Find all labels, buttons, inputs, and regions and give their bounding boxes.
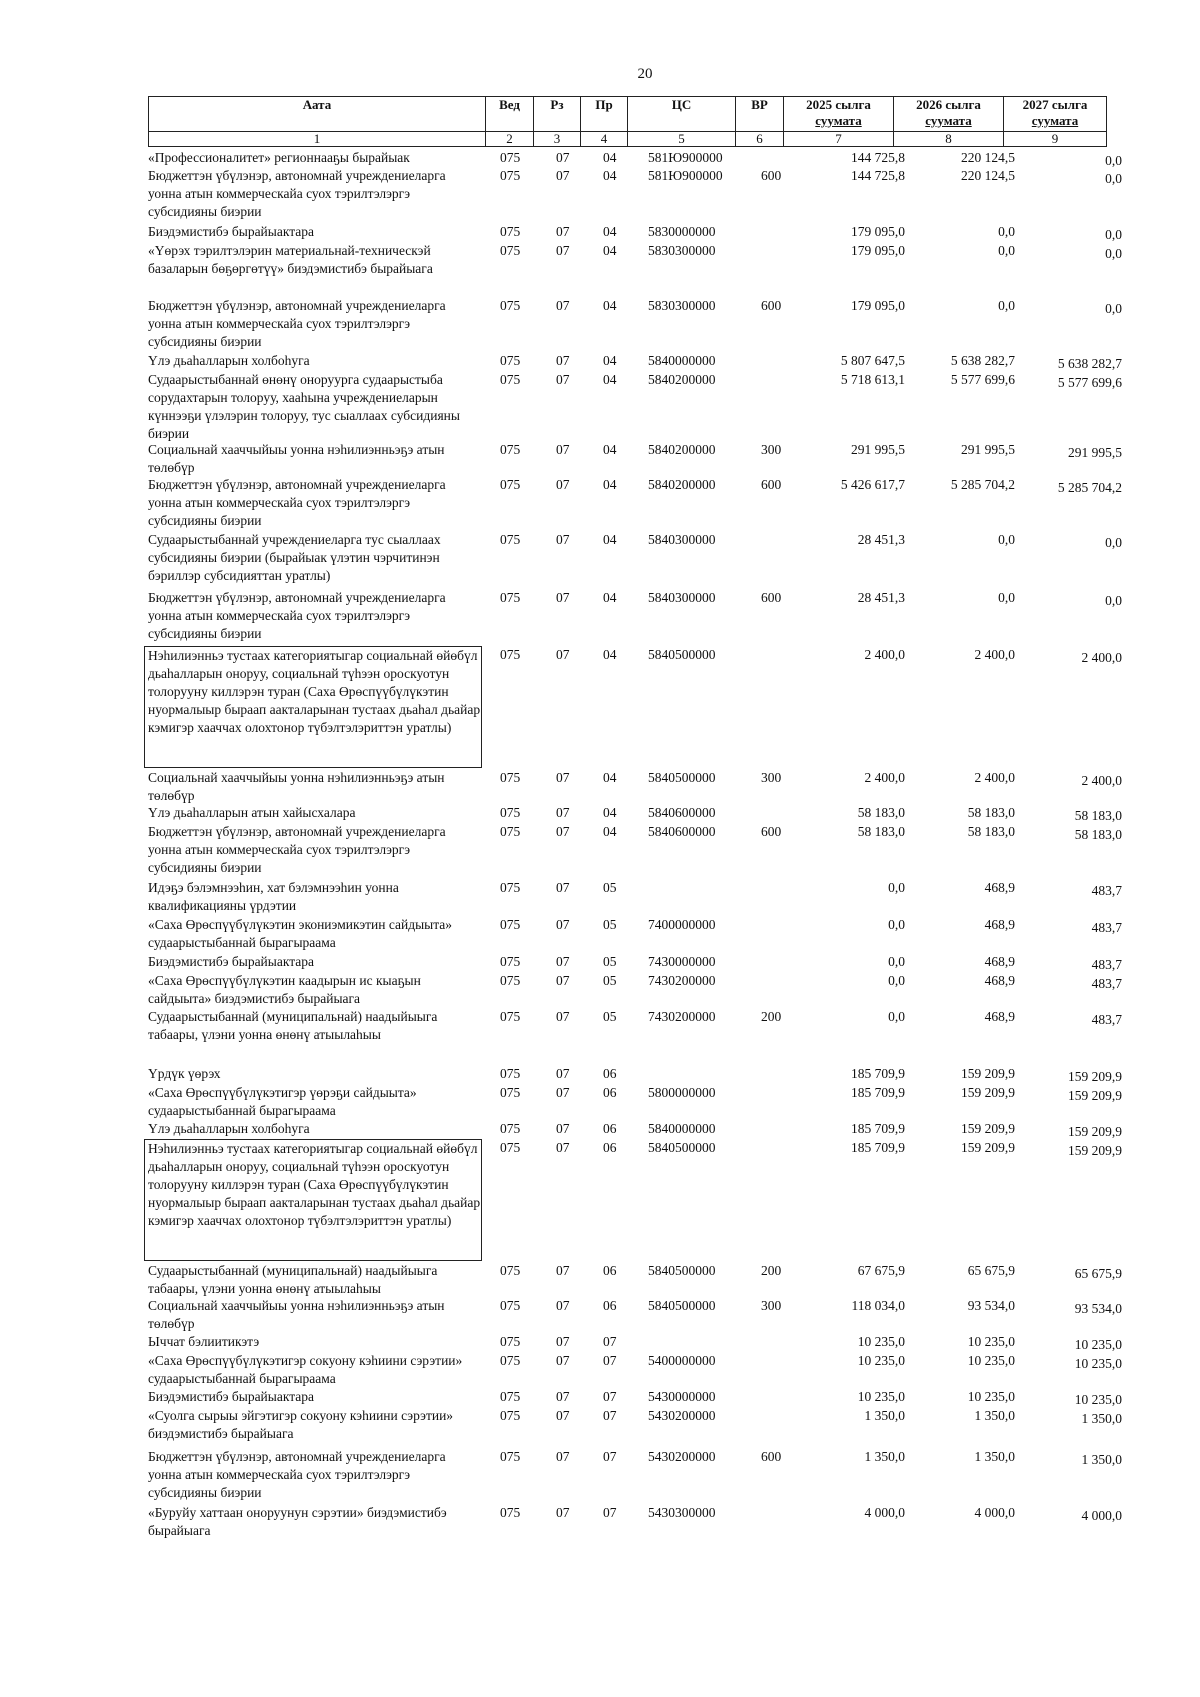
row-sum-2026: 10 235,0 (967, 1389, 1015, 1404)
row-sum-2026: 159 209,9 (961, 1121, 1015, 1136)
row-name: Социальнай хааччыйыы уонна нэһилиэнньэҕэ атын төлөбүр (148, 1298, 445, 1331)
row-ved: 075 (500, 1263, 521, 1278)
header-col-number: 8 (894, 132, 1004, 147)
row-sum-2026: 5 638 282,7 (950, 353, 1015, 368)
row-pr: 05 (603, 954, 617, 969)
row-sum-2026: 0,0 (998, 298, 1015, 313)
row-rz: 07 (556, 973, 570, 988)
row-rz: 07 (556, 1140, 570, 1155)
row-pr: 05 (603, 917, 617, 932)
row-sum-2027: 1 350,0 (1081, 1452, 1122, 1467)
row-sum-2025: 118 034,0 (851, 1298, 905, 1313)
row-sum-2027: 10 235,0 (1074, 1392, 1122, 1407)
row-sum-2027: 483,7 (1091, 1012, 1122, 1027)
row-sum-2025: 10 235,0 (857, 1334, 905, 1349)
row-name: Үлэ дьаһалларын холбоһуга (148, 353, 310, 368)
header-col-number: 1 (149, 132, 486, 147)
row-sum-2026: 65 675,9 (967, 1263, 1015, 1278)
row-rz: 07 (556, 1066, 570, 1081)
row-sum-2027: 58 183,0 (1074, 808, 1122, 823)
row-ved: 075 (500, 168, 521, 183)
row-sum-2026: 468,9 (984, 954, 1015, 969)
row-name: Бюджеттэн үбүлэнэр, автономнай учреждениеларга уонна атын коммерческайа суох тэрилтэлэргэ субсидияны биэрии (148, 824, 446, 875)
row-sum-2027: 1 350,0 (1081, 1411, 1122, 1426)
row-name: Идэҕэ бэлэмнээһин, хат бэлэмнээһин уонна квалификацияны үрдэтии (148, 880, 399, 913)
row-cs: 5840600000 (648, 805, 716, 820)
row-ved: 075 (500, 590, 521, 605)
row-ved: 075 (500, 224, 521, 239)
row-cs: 7430200000 (648, 973, 716, 988)
row-name: «Үөрэх тэрилтэлэрин материальнай-техническэй базаларын бөҕөргөтүү» биэдэмистибэ бырайыага (148, 243, 433, 276)
row-sum-2026: 0,0 (998, 243, 1015, 258)
row-sum-2027: 0,0 (1105, 593, 1122, 608)
row-pr: 04 (603, 353, 617, 368)
row-rz: 07 (556, 532, 570, 547)
row-pr: 07 (603, 1505, 617, 1520)
row-ved: 075 (500, 442, 521, 457)
header-2027-sum: суумата (1031, 113, 1079, 128)
row-name: «Буруйу хаттаан оноруунун сэрэтии» биэдэмистибэ бырайыага (148, 1505, 447, 1538)
row-rz: 07 (556, 224, 570, 239)
row-rz: 07 (556, 824, 570, 839)
row-name: «Саха Өрөспүүбүлүкэтигэр сокуону кэһиини сэрэтии» судаарыстыбаннай бырагыраама (148, 1353, 463, 1386)
header-col-number: 5 (628, 132, 736, 147)
row-rz: 07 (556, 917, 570, 932)
row-ved: 075 (500, 954, 521, 969)
row-sum-2026: 10 235,0 (967, 1334, 1015, 1349)
row-cs: 5430000000 (648, 1389, 716, 1404)
row-pr: 04 (603, 770, 617, 785)
row-ved: 075 (500, 647, 521, 662)
row-name: Үрдүк үөрэх (148, 1066, 221, 1081)
row-ved: 075 (500, 1140, 521, 1155)
row-cs: 5800000000 (648, 1085, 716, 1100)
row-rz: 07 (556, 1505, 570, 1520)
row-ved: 075 (500, 372, 521, 387)
row-sum-2026: 4 000,0 (974, 1505, 1015, 1520)
header-pr: Пр (581, 97, 628, 132)
row-sum-2027: 10 235,0 (1074, 1356, 1122, 1371)
row-name: Нэһилиэнньэ тустаах категориятыгар социальнай өйөбүл дьаһалларын оноруу, социальнай түһээн ороскуотун толорууну киллэрэн туран (Саха Өрөспүүбүлүкэтин нуормалыыр быраап аакталарынан тустаах дьаһал дьайар кэмигэр хааччах олохтонор түбэлтэлэриттэн уратлы) (144, 1139, 482, 1261)
row-sum-2025: 67 675,9 (857, 1263, 905, 1278)
row-pr: 06 (603, 1121, 617, 1136)
row-name: Ыччат бэлиитикэтэ (148, 1334, 260, 1349)
row-ved: 075 (500, 1505, 521, 1520)
row-pr: 06 (603, 1066, 617, 1081)
row-cs: 5840500000 (648, 1263, 716, 1278)
row-rz: 07 (556, 298, 570, 313)
header-2027 (1004, 97, 1107, 132)
row-sum-2025: 185 709,9 (851, 1121, 905, 1136)
row-name: «Саха Өрөспүүбүлүкэтин экониэмикэтин сайдыыта» судаарыстыбаннай бырагыраама (148, 917, 453, 950)
row-cs: 7430200000 (648, 1009, 716, 1024)
header-2027-year: 2027 сылга (1022, 97, 1088, 112)
row-cs: 5840500000 (648, 1140, 716, 1155)
row-cs: 5840600000 (648, 824, 716, 839)
row-name: Судаарыстыбаннай өнөнү оноруурга судаарыстыба сорудахтарын толоруу, хааһына учреждениеларын күннээҕи үлэлэрин толоруу, тус сыаллаах субсидияны биэрии (148, 372, 460, 441)
row-pr: 04 (603, 372, 617, 387)
header-col-number: 9 (1004, 132, 1107, 147)
row-vr: 600 (761, 824, 782, 839)
row-sum-2025: 2 400,0 (864, 647, 905, 662)
row-sum-2027: 483,7 (1091, 883, 1122, 898)
header-2026-year: 2026 сылга (916, 97, 981, 112)
row-name: Биэдэмистибэ бырайыактара (148, 1389, 315, 1404)
header-2026-sum: суумата (925, 113, 972, 128)
row-sum-2025: 58 183,0 (857, 824, 905, 839)
row-rz: 07 (556, 477, 570, 492)
row-rz: 07 (556, 770, 570, 785)
row-rz: 07 (556, 243, 570, 258)
row-sum-2025: 0,0 (888, 973, 905, 988)
row-sum-2025: 1 350,0 (864, 1449, 905, 1464)
row-sum-2025: 179 095,0 (851, 298, 905, 313)
row-vr: 200 (761, 1009, 782, 1024)
header-col-number: 7 (784, 132, 894, 147)
header-col-number: 4 (581, 132, 628, 147)
row-ved: 075 (500, 532, 521, 547)
row-cs: 5840500000 (648, 647, 716, 662)
page-number: 20 (637, 66, 653, 82)
row-sum-2027: 0,0 (1105, 153, 1122, 168)
row-rz: 07 (556, 1334, 570, 1349)
row-sum-2025: 144 725,8 (851, 168, 905, 183)
row-ved: 075 (500, 298, 521, 313)
row-pr: 05 (603, 973, 617, 988)
row-cs: 5840000000 (648, 353, 716, 368)
row-pr: 07 (603, 1334, 617, 1349)
row-sum-2026: 159 209,9 (961, 1085, 1015, 1100)
row-name: «Суолга сырыы эйгэтигэр сокуону кэһиини сэрэтии» биэдэмистибэ бырайыага (148, 1408, 454, 1441)
row-pr: 04 (603, 243, 617, 258)
row-rz: 07 (556, 1408, 570, 1423)
row-pr: 05 (603, 880, 617, 895)
header-col-number: 2 (486, 132, 534, 147)
row-vr: 300 (761, 1298, 782, 1313)
row-sum-2025: 185 709,9 (851, 1140, 905, 1155)
row-sum-2026: 2 400,0 (974, 647, 1015, 662)
row-sum-2027: 2 400,0 (1081, 650, 1122, 665)
row-name: Бюджеттэн үбүлэнэр, автономнай учреждениеларга уонна атын коммерческайа суох тэрилтэлэргэ субсидияны биэрии (148, 298, 446, 349)
row-ved: 075 (500, 150, 521, 165)
row-sum-2027: 159 209,9 (1068, 1143, 1122, 1158)
row-vr: 300 (761, 770, 782, 785)
row-pr: 04 (603, 824, 617, 839)
row-sum-2026: 5 577 699,6 (950, 372, 1015, 387)
row-sum-2026: 468,9 (984, 917, 1015, 932)
row-pr: 07 (603, 1389, 617, 1404)
row-cs: 5830300000 (648, 298, 716, 313)
row-sum-2025: 185 709,9 (851, 1066, 905, 1081)
row-sum-2026: 1 350,0 (974, 1408, 1015, 1423)
row-pr: 06 (603, 1263, 617, 1278)
row-sum-2026: 468,9 (984, 1009, 1015, 1024)
row-sum-2027: 93 534,0 (1074, 1301, 1122, 1316)
row-cs: 5430300000 (648, 1505, 716, 1520)
row-sum-2026: 0,0 (998, 532, 1015, 547)
row-pr: 06 (603, 1140, 617, 1155)
row-sum-2025: 10 235,0 (857, 1353, 905, 1368)
row-sum-2027: 5 638 282,7 (1057, 356, 1122, 371)
row-cs: 5840200000 (648, 442, 716, 457)
row-pr: 04 (603, 805, 617, 820)
row-rz: 07 (556, 1353, 570, 1368)
row-pr: 05 (603, 1009, 617, 1024)
row-sum-2027: 483,7 (1091, 957, 1122, 972)
row-ved: 075 (500, 353, 521, 368)
row-cs: 5430200000 (648, 1408, 716, 1423)
row-pr: 04 (603, 150, 617, 165)
row-pr: 06 (603, 1298, 617, 1313)
row-sum-2025: 185 709,9 (851, 1085, 905, 1100)
row-rz: 07 (556, 442, 570, 457)
row-ved: 075 (500, 243, 521, 258)
row-sum-2027: 291 995,5 (1068, 445, 1122, 460)
header-vr: ВР (736, 97, 784, 132)
row-sum-2027: 10 235,0 (1074, 1337, 1122, 1352)
row-sum-2026: 291 995,5 (961, 442, 1015, 457)
row-sum-2027: 0,0 (1105, 301, 1122, 316)
row-vr: 200 (761, 1263, 782, 1278)
row-cs: 5830300000 (648, 243, 716, 258)
row-cs: 5830000000 (648, 224, 716, 239)
row-sum-2026: 0,0 (998, 224, 1015, 239)
row-pr: 07 (603, 1353, 617, 1368)
row-sum-2025: 4 000,0 (864, 1505, 905, 1520)
row-cs: 5840300000 (648, 590, 716, 605)
table-header (148, 96, 1107, 147)
row-sum-2026: 220 124,5 (961, 150, 1015, 165)
row-sum-2025: 5 718 613,1 (840, 372, 905, 387)
row-cs: 5400000000 (648, 1353, 716, 1368)
row-name: Биэдэмистибэ бырайыактара (148, 224, 315, 239)
row-sum-2026: 468,9 (984, 880, 1015, 895)
row-pr: 07 (603, 1408, 617, 1423)
row-rz: 07 (556, 647, 570, 662)
row-pr: 04 (603, 590, 617, 605)
header-2025-year: 2025 сылга (806, 97, 871, 112)
row-pr: 04 (603, 477, 617, 492)
row-name: Үлэ дьаһалларын атын хайысхалара (148, 805, 356, 820)
row-ved: 075 (500, 805, 521, 820)
row-rz: 07 (556, 1121, 570, 1136)
row-sum-2026: 159 209,9 (961, 1066, 1015, 1081)
row-sum-2025: 28 451,3 (857, 590, 905, 605)
row-name: «Саха Өрөспүүбүлүкэтигэр үөрэҕи сайдыыта» судаарыстыбаннай бырагыраама (148, 1085, 417, 1118)
row-rz: 07 (556, 1085, 570, 1100)
row-ved: 075 (500, 1066, 521, 1081)
row-cs: 581Ю900000 (648, 168, 723, 183)
row-rz: 07 (556, 954, 570, 969)
row-pr: 04 (603, 647, 617, 662)
row-sum-2025: 0,0 (888, 954, 905, 969)
row-sum-2026: 10 235,0 (967, 1353, 1015, 1368)
row-cs: 5840500000 (648, 1298, 716, 1313)
row-sum-2025: 5 426 617,7 (840, 477, 905, 492)
row-sum-2027: 5 577 699,6 (1057, 375, 1122, 390)
row-name: Биэдэмистибэ бырайыактара (148, 954, 315, 969)
row-ved: 075 (500, 770, 521, 785)
row-name: Социальнай хааччыйыы уонна нэһилиэнньэҕэ атын төлөбүр (148, 442, 445, 475)
row-sum-2025: 0,0 (888, 1009, 905, 1024)
row-sum-2027: 5 285 704,2 (1057, 480, 1122, 495)
row-vr: 600 (761, 1449, 782, 1464)
row-rz: 07 (556, 372, 570, 387)
row-name: Судаарыстыбаннай учреждениеларга тус сыаллаах субсидияны биэрии (бырайыак үлэтин чэрчитинэн бэриллэр субсидияттан уратлы) (148, 532, 441, 583)
row-sum-2026: 468,9 (984, 973, 1015, 988)
row-name: Бюджеттэн үбүлэнэр, автономнай учреждениеларга уонна атын коммерческайа суох тэрилтэлэргэ субсидияны биэрии (148, 477, 446, 528)
header-col-number: 3 (534, 132, 581, 147)
row-sum-2027: 483,7 (1091, 920, 1122, 935)
row-rz: 07 (556, 805, 570, 820)
row-cs: 7400000000 (648, 917, 716, 932)
row-name: Бюджеттэн үбүлэнэр, автономнай учреждениеларга уонна атын коммерческайа суох тэрилтэлэргэ субсидияны биэрии (148, 590, 446, 641)
row-rz: 07 (556, 880, 570, 895)
row-sum-2026: 93 534,0 (967, 1298, 1015, 1313)
row-sum-2025: 0,0 (888, 917, 905, 932)
row-pr: 07 (603, 1449, 617, 1464)
row-sum-2025: 291 995,5 (851, 442, 905, 457)
row-sum-2025: 28 451,3 (857, 532, 905, 547)
row-ved: 075 (500, 880, 521, 895)
row-sum-2025: 144 725,8 (851, 150, 905, 165)
row-ved: 075 (500, 917, 521, 932)
row-name: Үлэ дьаһалларын холбоһуга (148, 1121, 310, 1136)
row-sum-2026: 58 183,0 (967, 805, 1015, 820)
row-sum-2025: 0,0 (888, 880, 905, 895)
row-sum-2027: 159 209,9 (1068, 1069, 1122, 1084)
row-pr: 04 (603, 532, 617, 547)
row-sum-2026: 220 124,5 (961, 168, 1015, 183)
row-cs: 581Ю900000 (648, 150, 723, 165)
row-sum-2025: 10 235,0 (857, 1389, 905, 1404)
row-sum-2027: 159 209,9 (1068, 1088, 1122, 1103)
row-vr: 600 (761, 168, 782, 183)
header-rz: Рз (534, 97, 581, 132)
row-pr: 04 (603, 224, 617, 239)
row-vr: 300 (761, 442, 782, 457)
row-sum-2027: 4 000,0 (1081, 1508, 1122, 1523)
row-name: Судаарыстыбаннай (муниципальнай) наадыйыыга табаары, үлэни уонна өнөнү атыылаһыы (148, 1009, 438, 1042)
row-pr: 04 (603, 298, 617, 313)
row-sum-2026: 58 183,0 (967, 824, 1015, 839)
row-vr: 600 (761, 590, 782, 605)
row-pr: 04 (603, 442, 617, 457)
row-sum-2026: 0,0 (998, 590, 1015, 605)
row-sum-2025: 179 095,0 (851, 224, 905, 239)
row-sum-2027: 483,7 (1091, 976, 1122, 991)
row-sum-2025: 2 400,0 (864, 770, 905, 785)
row-name: Судаарыстыбаннай (муниципальнай) наадыйыыга табаары, үлэни уонна өнөнү атыылаһыы (148, 1263, 438, 1296)
row-sum-2027: 0,0 (1105, 535, 1122, 550)
row-name: «Профессионалитет» регионнааҕы бырайыак (148, 150, 410, 165)
row-ved: 075 (500, 1408, 521, 1423)
row-sum-2025: 58 183,0 (857, 805, 905, 820)
row-sum-2026: 1 350,0 (974, 1449, 1015, 1464)
row-ved: 075 (500, 973, 521, 988)
row-ved: 075 (500, 824, 521, 839)
row-rz: 07 (556, 150, 570, 165)
row-sum-2026: 5 285 704,2 (950, 477, 1015, 492)
row-sum-2027: 2 400,0 (1081, 773, 1122, 788)
row-name: «Саха Өрөспүүбүлүкэтин каадырын ис кыаҕын сайдыыта» биэдэмистибэ бырайыага (148, 973, 421, 1006)
row-cs: 7430000000 (648, 954, 716, 969)
row-cs: 5840500000 (648, 770, 716, 785)
row-cs: 5840000000 (648, 1121, 716, 1136)
row-cs: 5840200000 (648, 372, 716, 387)
row-sum-2025: 5 807 647,5 (840, 353, 905, 368)
row-sum-2026: 2 400,0 (974, 770, 1015, 785)
row-sum-2027: 0,0 (1105, 246, 1122, 261)
row-rz: 07 (556, 1009, 570, 1024)
header-cs: ЦС (628, 97, 736, 132)
row-vr: 600 (761, 477, 782, 492)
row-rz: 07 (556, 1389, 570, 1404)
row-pr: 06 (603, 1085, 617, 1100)
row-ved: 075 (500, 1389, 521, 1404)
row-ved: 075 (500, 1334, 521, 1349)
row-rz: 07 (556, 1263, 570, 1278)
row-rz: 07 (556, 590, 570, 605)
row-sum-2027: 58 183,0 (1074, 827, 1122, 842)
row-ved: 075 (500, 1009, 521, 1024)
row-pr: 04 (603, 168, 617, 183)
row-rz: 07 (556, 353, 570, 368)
row-name: Бюджеттэн үбүлэнэр, автономнай учреждениеларга уонна атын коммерческайа суох тэрилтэлэргэ субсидияны биэрии (148, 1449, 446, 1500)
header-2025-sum: суумата (815, 113, 862, 128)
row-sum-2025: 179 095,0 (851, 243, 905, 258)
row-rz: 07 (556, 1298, 570, 1313)
row-ved: 075 (500, 1353, 521, 1368)
row-ved: 075 (500, 1121, 521, 1136)
row-cs: 5840200000 (648, 477, 716, 492)
row-sum-2027: 0,0 (1105, 171, 1122, 186)
row-cs: 5840300000 (648, 532, 716, 547)
row-sum-2026: 159 209,9 (961, 1140, 1015, 1155)
row-sum-2027: 159 209,9 (1068, 1124, 1122, 1139)
row-rz: 07 (556, 168, 570, 183)
row-ved: 075 (500, 1085, 521, 1100)
header-2025 (784, 97, 894, 132)
row-name: Нэһилиэнньэ тустаах категориятыгар социальнай өйөбүл дьаһалларын оноруу, социальнай түһээн ороскуотун толорууну киллэрэн туран (Саха Өрөспүүбүлүкэтин нуормалыыр быраап аакталарынан тустаах дьаһал дьайар кэмигэр хааччах олохтонор түбэлтэлэриттэн уратлы) (144, 646, 482, 768)
row-ved: 075 (500, 1449, 521, 1464)
row-sum-2025: 1 350,0 (864, 1408, 905, 1423)
row-rz: 07 (556, 1449, 570, 1464)
header-col-number: 6 (736, 132, 784, 147)
header-ved: Вед (486, 97, 534, 132)
header-2026 (894, 97, 1004, 132)
header-aata: Аата (149, 97, 486, 132)
row-name: Социальнай хааччыйыы уонна нэһилиэнньэҕэ атын төлөбүр (148, 770, 445, 803)
row-ved: 075 (500, 1298, 521, 1313)
row-ved: 075 (500, 477, 521, 492)
row-sum-2027: 65 675,9 (1074, 1266, 1122, 1281)
row-sum-2027: 0,0 (1105, 227, 1122, 242)
row-cs: 5430200000 (648, 1449, 716, 1464)
row-vr: 600 (761, 298, 782, 313)
row-name: Бюджеттэн үбүлэнэр, автономнай учреждениеларга уонна атын коммерческайа суох тэрилтэлэргэ субсидияны биэрии (148, 168, 446, 219)
